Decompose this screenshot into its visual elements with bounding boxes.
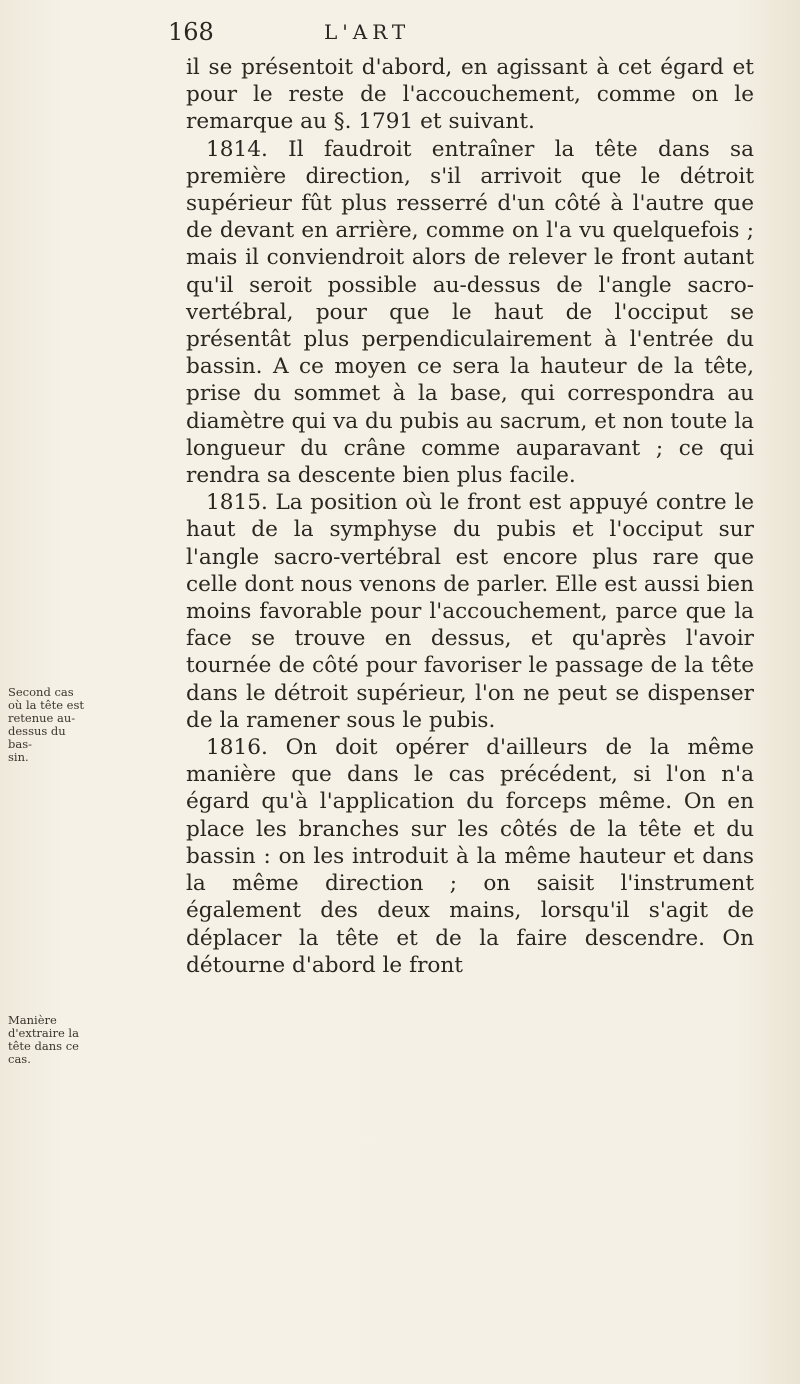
margin-note-line: retenue au- [8, 711, 76, 725]
page-number: 168 [168, 18, 214, 46]
margin-note-line: Manière [8, 1013, 57, 1027]
paragraph-1814: 1814. Il faudroit entraîner la tête dans sa première direction, s'il arrivoit que le détroit supérieur fût plus resserré d'un côté à l'autre que de devant en arrière, comme on l'a vu quelquefois ; mais il conviendroit alors de relever le front autant qu'il seroit possible au-dessus de l'angle sacro-vertébral, pour que le haut de l'occiput se présentât plus perpendiculairement à l'entrée du bassin. A ce moyen ce sera la hauteur de la tête, prise du sommet à la base, qui correspondra au diamètre qui va du pubis au sacrum, et non toute la longueur du crâne comme auparavant ; ce qui rendra sa descente bien plus facile. [186, 136, 754, 489]
margin-note-line: d'extraire la [8, 1026, 79, 1040]
margin-note-line: dessus du bas- [8, 724, 66, 751]
margin-note-line: tête dans ce [8, 1039, 79, 1053]
margin-note-line: cas. [8, 1052, 31, 1066]
paragraph-1815: 1815. La position où le front est appuyé contre le haut de la symphyse du pubis et l'occiput sur l'angle sacro-vertébral est encore plus rare que celle dont nous venons de parler. Elle est aussi bien moins favorable pour l'accouchement, parce que la face se trouve en dessus, et qu'après l'avoir tournée de côté pour favoriser le passage de la tête dans le détroit supérieur, l'on ne peut se dispenser de la ramener sous le pubis. [186, 490, 754, 733]
margin-note-maniere [8, 1014, 84, 1066]
paragraph-1816: 1816. On doit opérer d'ailleurs de la même manière que dans le cas précédent, si l'on n'a égard qu'à l'application du forceps même. On en place les branches sur les côtés de la tête et du bassin : on les introduit à la même hauteur et dans la même direction ; on saisit l'instrument également des deux mains, lorsqu'il s'agit de déplacer la tête et de la faire descendre. On détourne d'abord le front [186, 735, 754, 978]
margin-note-second-cas [8, 686, 84, 764]
paragraph-continuation: il se présentoit d'abord, en agissant à cet égard et pour le reste de l'accouchement, comme on le remarque au §. 1791 et suivant. [186, 55, 754, 135]
body-text [186, 54, 754, 979]
margin-note-line: sin. [8, 750, 29, 764]
page-header [168, 18, 748, 58]
margin-note-line: Second cas [8, 685, 74, 699]
running-title: L'ART [324, 20, 411, 44]
margin-note-line: où la tête est [8, 698, 85, 712]
